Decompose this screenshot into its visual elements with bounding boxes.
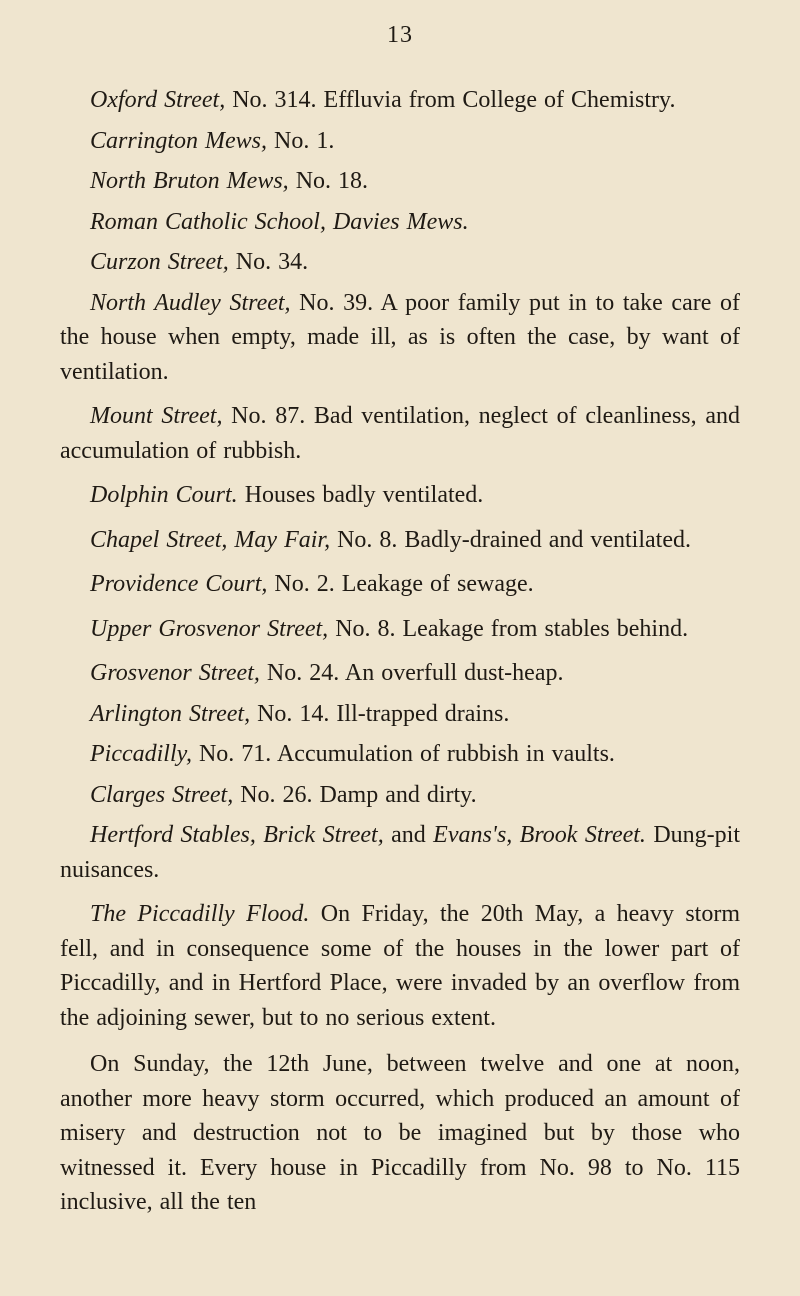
location: Upper Grosvenor Street, xyxy=(90,615,329,642)
entry-text: No. 1. xyxy=(267,127,335,154)
location: Piccadilly, xyxy=(90,741,192,767)
list-item xyxy=(60,245,740,280)
location: Carrington Mews, xyxy=(90,127,268,154)
entry-text: No. 26. Damp and dirty. xyxy=(233,781,477,808)
location: Mount Street, xyxy=(90,403,223,429)
list-item xyxy=(60,83,740,118)
list-item xyxy=(60,656,740,691)
list-item xyxy=(60,567,740,602)
entry-text: No. 34. xyxy=(228,249,309,275)
location: Oxford Street, xyxy=(90,87,226,113)
entry-text: No. 2. Leakage of sewage. xyxy=(267,571,534,597)
location: Chapel Street, May Fair, xyxy=(90,526,331,553)
list-item xyxy=(60,478,740,513)
list-item xyxy=(60,818,740,887)
entry-text: No. 314. Effluvia from College of Chemistry. xyxy=(225,87,676,113)
location: North Bruton Mews, xyxy=(90,168,289,194)
entry-text: No. 18. xyxy=(288,168,369,194)
list-item xyxy=(60,612,740,647)
location: Evans's, Brook Street. xyxy=(433,822,646,848)
list-item xyxy=(60,778,740,813)
list-item xyxy=(60,737,740,772)
list-item xyxy=(60,286,740,390)
entry-text: No. 8. Leakage from stables behind. xyxy=(328,615,689,642)
location: Roman Catholic School, Davies Mews. xyxy=(90,208,469,235)
paragraph-text: On Sunday, the 12th June, between twelve and one at noon, another more heavy storm occurred, which produced an amount of misery and destruction not to be imagined but by those who witnessed it. Every house in Piccadilly from No. 98 to No. 115 inclusive, all the ten xyxy=(60,1051,740,1215)
list-item xyxy=(60,523,740,558)
list-item xyxy=(60,399,740,468)
location: North Audley Street, xyxy=(90,289,291,316)
entry-text: No. 87. Bad ventilation, neglect of cleanliness, and accumulation of rubbish. xyxy=(60,403,741,464)
entry-text: Houses badly ventilated. xyxy=(237,482,484,508)
list-item xyxy=(60,124,740,159)
location: Grosvenor Street, xyxy=(90,660,260,686)
entry-text: and xyxy=(383,822,434,848)
location: Dolphin Court. xyxy=(90,482,238,508)
paragraph-sunday xyxy=(60,1047,740,1220)
list-item xyxy=(60,697,740,732)
entry-text: No. 39. A poor family put in to take care of the house when empty, made ill, as is often the case, by want of ventilation. xyxy=(60,289,740,385)
entry-text: No. 8. Badly-drained and ventilated. xyxy=(330,526,691,553)
list-item xyxy=(60,205,740,240)
entry-text: Dung-pit nuisances. xyxy=(60,822,740,883)
entry-text: No. 14. Ill-trapped drains. xyxy=(250,700,510,727)
paragraph-heading: The Piccadilly Flood. xyxy=(90,901,310,927)
location: Hertford Stables, Brick Street, xyxy=(90,822,384,848)
paragraph-flood xyxy=(60,897,740,1035)
entry-text: No. 71. Accumulation of rubbish in vaults. xyxy=(191,741,615,767)
page-number: 13 xyxy=(387,22,413,48)
location: Clarges Street, xyxy=(90,781,234,808)
location: Providence Court, xyxy=(90,571,268,597)
entry-text: No. 24. An overfull dust-heap. xyxy=(259,660,564,686)
location: Curzon Street, xyxy=(90,249,229,275)
document-page xyxy=(60,22,740,1232)
location: Arlington Street, xyxy=(90,700,251,727)
entry-list xyxy=(60,83,740,812)
paragraph-text: On Friday, the 20th May, a heavy storm fell, and in consequence some of the houses in the lower part of Piccadilly, and in Hertford Place, were invaded by an overflow from the adjoining sewer, but to no serious extent. xyxy=(60,901,740,1031)
list-item xyxy=(60,164,740,199)
